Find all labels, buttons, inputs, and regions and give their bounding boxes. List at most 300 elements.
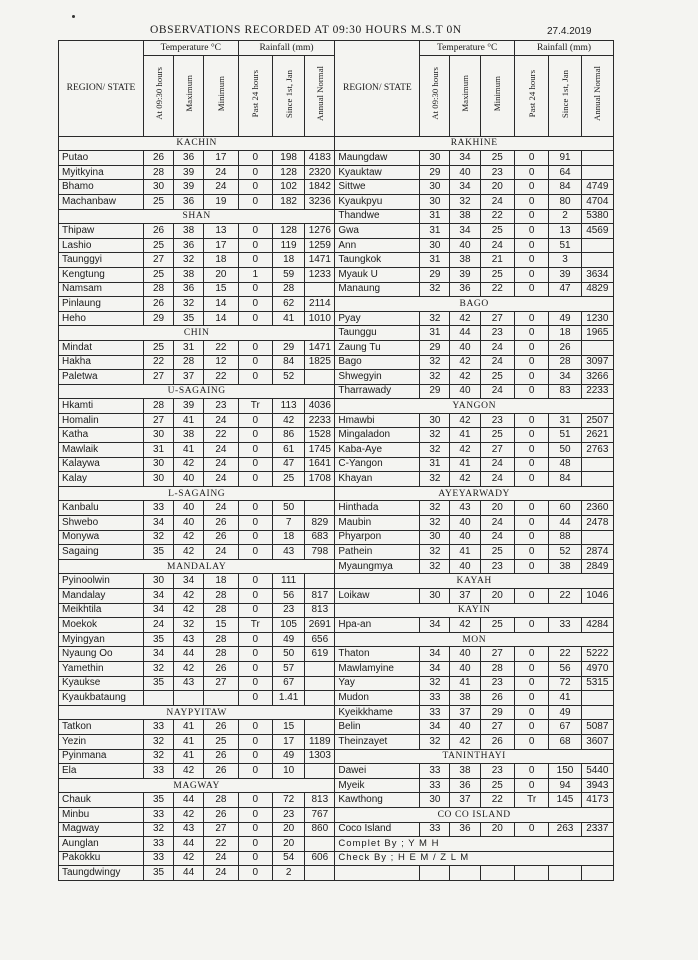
rain-annual-normal: 1259	[305, 238, 335, 253]
rain-annual-normal: 1276	[305, 224, 335, 239]
rain-since-jan: 91	[549, 151, 581, 166]
empty-cell	[581, 866, 613, 881]
table-row	[59, 340, 614, 355]
rain-24h: 0	[514, 457, 548, 472]
region-header-left: REGION/ STATE	[59, 41, 144, 137]
rain-annual-normal	[305, 370, 335, 385]
station-name: Kyeikkhame	[335, 705, 420, 720]
rain-24h: 0	[238, 297, 272, 312]
temp-min: 23	[480, 676, 514, 691]
table-row	[59, 720, 614, 735]
table-row	[59, 632, 614, 647]
rain-since-jan: 47	[273, 457, 305, 472]
temp-0930: 33	[143, 764, 173, 779]
temp-min: 27	[204, 822, 238, 837]
station-name: Paletwa	[59, 370, 144, 385]
station-name: Mingaladon	[335, 428, 420, 443]
rain-since-jan: 145	[549, 793, 581, 808]
temp-min: 26	[480, 691, 514, 706]
temp-max: 37	[450, 589, 480, 604]
station-name: Mandalay	[59, 589, 144, 604]
rain-since-jan: 7	[273, 516, 305, 531]
rain-annual-normal: 1641	[305, 457, 335, 472]
region-section-header: U-SAGAING	[59, 384, 335, 399]
temp-min: 24	[204, 472, 238, 487]
station-name: Nyaung Oo	[59, 647, 144, 662]
rain-24h: 0	[514, 370, 548, 385]
rain-24h: 0	[514, 472, 548, 487]
station-name: Hmawbi	[335, 413, 420, 428]
rain-24h: 0	[514, 676, 548, 691]
rain-since-jan: 28	[549, 355, 581, 370]
temp-max: 39	[174, 180, 204, 195]
rain-annual-normal: 4704	[581, 194, 613, 209]
station-name: Kalay	[59, 472, 144, 487]
temp-max: 42	[450, 311, 480, 326]
temp-max: 41	[450, 457, 480, 472]
rain-annual-normal: 2114	[305, 297, 335, 312]
temp-0930: 26	[143, 224, 173, 239]
rain-24h: 0	[514, 545, 548, 560]
rain-24h: 0	[238, 180, 272, 195]
temp-0930: 31	[420, 457, 450, 472]
rain-24h: 0	[238, 691, 272, 706]
punch-mark	[72, 15, 75, 18]
rain-24h: 0	[514, 253, 548, 268]
temp-max: 42	[174, 603, 204, 618]
rain-since-jan: 56	[273, 589, 305, 604]
temp-0930: 30	[143, 180, 173, 195]
temp-min: 22	[204, 837, 238, 852]
temp-0930: 32	[420, 516, 450, 531]
rain-annual-normal: 2621	[581, 428, 613, 443]
station-name: Loikaw	[335, 589, 420, 604]
station-name: Pyay	[335, 311, 420, 326]
station-name: Maubin	[335, 516, 420, 531]
temp-min: 26	[204, 661, 238, 676]
table-row	[59, 370, 614, 385]
temp-max: 41	[174, 413, 204, 428]
table-row	[59, 705, 614, 720]
table-row	[59, 326, 614, 341]
temp-min: 18	[204, 574, 238, 589]
rain-since-jan: 18	[273, 253, 305, 268]
rain-annual-normal: 2691	[305, 618, 335, 633]
rain-24h: 0	[238, 501, 272, 516]
table-row	[59, 428, 614, 443]
rain-annual-normal: 2849	[581, 559, 613, 574]
rain-since-jan: 80	[549, 194, 581, 209]
temp-max: 44	[174, 837, 204, 852]
temp-max: 41	[174, 443, 204, 458]
rain-since-jan: 150	[549, 764, 581, 779]
temp-min: 23	[480, 326, 514, 341]
rain-annual-normal: 1471	[305, 253, 335, 268]
station-name: Hakha	[59, 355, 144, 370]
station-name: Myitkyina	[59, 165, 144, 180]
temp-min: 25	[480, 151, 514, 166]
temp-0930: 35	[143, 545, 173, 560]
table-row	[59, 238, 614, 253]
rain-24h: 0	[514, 516, 548, 531]
temp-0930: 30	[143, 574, 173, 589]
station-name: Kawthong	[335, 793, 420, 808]
rain-since-jan: 15	[273, 720, 305, 735]
rain-since-jan: 51	[549, 428, 581, 443]
rain-since-jan: 39	[549, 267, 581, 282]
rain-since-jan: 72	[273, 793, 305, 808]
table-row	[59, 866, 614, 881]
station-name: Taungkok	[335, 253, 420, 268]
temp-max: 40	[450, 340, 480, 355]
rain-annual-normal	[305, 501, 335, 516]
temp-max: 38	[174, 267, 204, 282]
temp-0930: 34	[420, 661, 450, 676]
station-name: Katha	[59, 428, 144, 443]
station-name: Tharrawady	[335, 384, 420, 399]
temp-0930: 31	[420, 209, 450, 224]
temp-0930: 28	[143, 399, 173, 414]
temp-min: 15	[204, 282, 238, 297]
temp-max: 32	[174, 618, 204, 633]
region-header-right: REGION/ STATE	[335, 41, 420, 137]
temp-0930: 32	[143, 734, 173, 749]
temp-0930: 30	[420, 194, 450, 209]
temp-0930: 22	[143, 355, 173, 370]
rainfall-header-right: Rainfall (mm)	[514, 41, 613, 56]
table-row	[59, 399, 614, 414]
temp-max: 43	[450, 501, 480, 516]
rain-since-jan: 1.41	[273, 691, 305, 706]
station-name: Hpa-an	[335, 618, 420, 633]
col-header-since-jan: Since 1st, Jan	[273, 55, 305, 136]
rain-since-jan: 59	[273, 267, 305, 282]
rain-annual-normal: 2507	[581, 413, 613, 428]
rain-since-jan: 84	[273, 355, 305, 370]
temp-min: 25	[480, 545, 514, 560]
col-header-at-0930: At 09:30 hours	[420, 55, 450, 136]
temp-max: 36	[450, 822, 480, 837]
rain-24h: 0	[514, 822, 548, 837]
temp-max: 38	[450, 691, 480, 706]
rain-annual-normal: 4036	[305, 399, 335, 414]
rain-24h: 0	[514, 355, 548, 370]
rain-24h: Tr	[238, 618, 272, 633]
rain-since-jan: 18	[273, 530, 305, 545]
rain-24h: 0	[238, 224, 272, 239]
header-row-groups	[59, 41, 614, 56]
rain-since-jan: 23	[273, 603, 305, 618]
region-section-header: NAYPYITAW	[59, 705, 335, 720]
table-row	[59, 574, 614, 589]
rain-since-jan: 52	[273, 370, 305, 385]
rain-annual-normal: 3097	[581, 355, 613, 370]
rain-24h: 0	[514, 194, 548, 209]
rain-since-jan: 105	[273, 618, 305, 633]
table-row	[59, 209, 614, 224]
rain-24h: 0	[514, 618, 548, 633]
station-name: Pyinoolwin	[59, 574, 144, 589]
station-name: Yay	[335, 676, 420, 691]
station-name: Bago	[335, 355, 420, 370]
temp-min: 15	[204, 618, 238, 633]
station-name: Maungdaw	[335, 151, 420, 166]
temp-max: 34	[174, 574, 204, 589]
temp-max: 38	[174, 224, 204, 239]
station-name: Aunglan	[59, 837, 144, 852]
rain-annual-normal: 2763	[581, 443, 613, 458]
rain-annual-normal: 2233	[581, 384, 613, 399]
temp-0930: 30	[143, 457, 173, 472]
temp-min: 28	[480, 661, 514, 676]
station-name: Heho	[59, 311, 144, 326]
table-row	[59, 837, 614, 852]
rain-since-jan: 51	[549, 238, 581, 253]
rain-24h: 0	[514, 413, 548, 428]
rain-since-jan: 49	[273, 632, 305, 647]
station-name: Thaton	[335, 647, 420, 662]
temp-0930: 32	[420, 472, 450, 487]
temp-min: 25	[480, 778, 514, 793]
rain-24h: 0	[238, 793, 272, 808]
rain-annual-normal	[581, 472, 613, 487]
rain-since-jan: 44	[549, 516, 581, 531]
rain-since-jan: 52	[549, 545, 581, 560]
rain-since-jan: 22	[549, 589, 581, 604]
rain-24h: 0	[238, 194, 272, 209]
rain-annual-normal: 2360	[581, 501, 613, 516]
table-row	[59, 136, 614, 151]
temp-max: 42	[450, 355, 480, 370]
empty-cell	[450, 866, 480, 881]
station-name: Hinthada	[335, 501, 420, 516]
rain-annual-normal: 4183	[305, 151, 335, 166]
temp-0930: 33	[420, 764, 450, 779]
rain-24h: 0	[514, 224, 548, 239]
temp-min: 24	[480, 340, 514, 355]
temp-max: 40	[450, 238, 480, 253]
station-name: Monywa	[59, 530, 144, 545]
rain-24h: 0	[514, 384, 548, 399]
table-row	[59, 822, 614, 837]
temp-max: 40	[450, 530, 480, 545]
temp-min: 28	[204, 603, 238, 618]
temp-0930: 33	[143, 720, 173, 735]
rain-annual-normal: 860	[305, 822, 335, 837]
table-row	[59, 194, 614, 209]
rain-since-jan: 60	[549, 501, 581, 516]
temp-max: 42	[450, 618, 480, 633]
rain-since-jan: 20	[273, 822, 305, 837]
table-row	[59, 457, 614, 472]
temp-0930: 24	[143, 618, 173, 633]
temp-0930: 34	[420, 647, 450, 662]
rain-since-jan: 182	[273, 194, 305, 209]
station-name: Taunggu	[335, 326, 420, 341]
temp-max	[174, 691, 204, 706]
rain-annual-normal: 1708	[305, 472, 335, 487]
page-title: OBSERVATIONS RECORDED AT 09:30 HOURS M.S.T 0N	[150, 24, 462, 36]
rain-since-jan: 119	[273, 238, 305, 253]
rain-since-jan: 50	[273, 647, 305, 662]
rain-24h: 0	[514, 559, 548, 574]
table-row	[59, 764, 614, 779]
rain-annual-normal	[305, 837, 335, 852]
table-row	[59, 661, 614, 676]
station-name: Mudon	[335, 691, 420, 706]
temp-0930: 35	[143, 632, 173, 647]
temp-max: 31	[174, 340, 204, 355]
rain-24h: 0	[514, 180, 548, 195]
table-row	[59, 618, 614, 633]
temp-0930: 28	[143, 282, 173, 297]
rain-annual-normal: 5315	[581, 676, 613, 691]
temp-max: 42	[450, 370, 480, 385]
rain-annual-normal: 2874	[581, 545, 613, 560]
temp-min: 24	[204, 165, 238, 180]
col-header-at-0930: At 09:30 hours	[143, 55, 173, 136]
temp-min: 24	[204, 443, 238, 458]
temp-0930: 25	[143, 267, 173, 282]
temp-max: 42	[174, 661, 204, 676]
temp-max: 42	[174, 764, 204, 779]
rain-annual-normal	[581, 238, 613, 253]
temp-min: 24	[204, 501, 238, 516]
temp-min: 23	[204, 399, 238, 414]
rain-24h: 0	[514, 734, 548, 749]
temp-0930: 26	[143, 151, 173, 166]
rain-since-jan: 84	[549, 472, 581, 487]
temp-0930: 27	[143, 370, 173, 385]
col-header-annual-normal: Annual Normal	[305, 55, 335, 136]
temp-max: 40	[450, 661, 480, 676]
temp-0930: 25	[143, 238, 173, 253]
temp-0930: 31	[420, 224, 450, 239]
rain-annual-normal	[305, 282, 335, 297]
temp-max: 41	[450, 676, 480, 691]
temp-max: 42	[174, 807, 204, 822]
region-section-header: RAKHINE	[335, 136, 614, 151]
empty-cell	[420, 866, 450, 881]
table-row	[59, 851, 614, 866]
rain-since-jan: 64	[549, 165, 581, 180]
table-row	[59, 676, 614, 691]
temp-max: 42	[174, 851, 204, 866]
temp-min: 22	[204, 340, 238, 355]
table-row	[59, 793, 614, 808]
rain-annual-normal	[305, 691, 335, 706]
station-name: Pinlaung	[59, 297, 144, 312]
rain-since-jan: 48	[549, 457, 581, 472]
region-section-header: TANINTHAYI	[335, 749, 614, 764]
station-name: Thandwe	[335, 209, 420, 224]
temp-min: 28	[204, 632, 238, 647]
temp-max: 32	[174, 297, 204, 312]
temp-0930: 33	[143, 501, 173, 516]
temp-0930: 33	[143, 851, 173, 866]
temp-max: 34	[450, 224, 480, 239]
table-row	[59, 253, 614, 268]
rain-since-jan: 88	[549, 530, 581, 545]
rain-since-jan: 68	[549, 734, 581, 749]
rain-24h: 0	[238, 720, 272, 735]
table-row	[59, 749, 614, 764]
rain-since-jan: 18	[549, 326, 581, 341]
rain-since-jan: 50	[549, 443, 581, 458]
station-name: Kyaukbataung	[59, 691, 144, 706]
rain-24h: 0	[514, 778, 548, 793]
temp-min: 12	[204, 355, 238, 370]
station-name: Ela	[59, 764, 144, 779]
station-name: Manaung	[335, 282, 420, 297]
station-name: Machanbaw	[59, 194, 144, 209]
temp-min: 24	[204, 866, 238, 881]
rain-24h: Tr	[238, 399, 272, 414]
station-name: Taungdwingy	[59, 866, 144, 881]
station-name: Zaung Tu	[335, 340, 420, 355]
rain-annual-normal	[305, 574, 335, 589]
temp-0930: 32	[420, 559, 450, 574]
temp-0930: 30	[420, 238, 450, 253]
station-name: Putao	[59, 151, 144, 166]
temp-min: 28	[204, 647, 238, 662]
rain-since-jan: 61	[273, 443, 305, 458]
rain-24h: 0	[514, 326, 548, 341]
rain-24h: 1	[238, 267, 272, 282]
temp-min: 26	[204, 530, 238, 545]
rain-24h: 0	[514, 589, 548, 604]
station-name: Pakokku	[59, 851, 144, 866]
rain-since-jan: 113	[273, 399, 305, 414]
signature-line: Check By ; H E M / Z L M	[335, 851, 614, 866]
temp-min: 26	[204, 516, 238, 531]
temp-0930: 31	[420, 253, 450, 268]
temp-max: 39	[450, 267, 480, 282]
station-name: Kyaukse	[59, 676, 144, 691]
rain-annual-normal	[581, 691, 613, 706]
temp-0930: 27	[143, 253, 173, 268]
temp-min: 20	[480, 822, 514, 837]
station-name: Sagaing	[59, 545, 144, 560]
station-name: Namsam	[59, 282, 144, 297]
temp-min	[204, 691, 238, 706]
rain-annual-normal	[581, 151, 613, 166]
temp-0930: 34	[420, 618, 450, 633]
rain-since-jan: 84	[549, 180, 581, 195]
rain-annual-normal: 798	[305, 545, 335, 560]
table-row	[59, 778, 614, 793]
rain-annual-normal: 1825	[305, 355, 335, 370]
rain-24h: 0	[514, 764, 548, 779]
rain-since-jan: 26	[549, 340, 581, 355]
temp-max: 36	[450, 282, 480, 297]
table-row	[59, 180, 614, 195]
rain-annual-normal: 3634	[581, 267, 613, 282]
rain-24h: 0	[514, 340, 548, 355]
region-section-header: CO CO ISLAND	[335, 807, 614, 822]
rain-24h: 0	[238, 340, 272, 355]
rain-24h: Tr	[514, 793, 548, 808]
temp-min: 27	[480, 443, 514, 458]
temp-max: 39	[174, 165, 204, 180]
temp-0930: 32	[420, 311, 450, 326]
col-header-minimum: Minimum	[480, 55, 514, 136]
rain-24h: 0	[238, 866, 272, 881]
table-row	[59, 530, 614, 545]
table-row	[59, 443, 614, 458]
station-name: Yamethin	[59, 661, 144, 676]
table-row	[59, 355, 614, 370]
